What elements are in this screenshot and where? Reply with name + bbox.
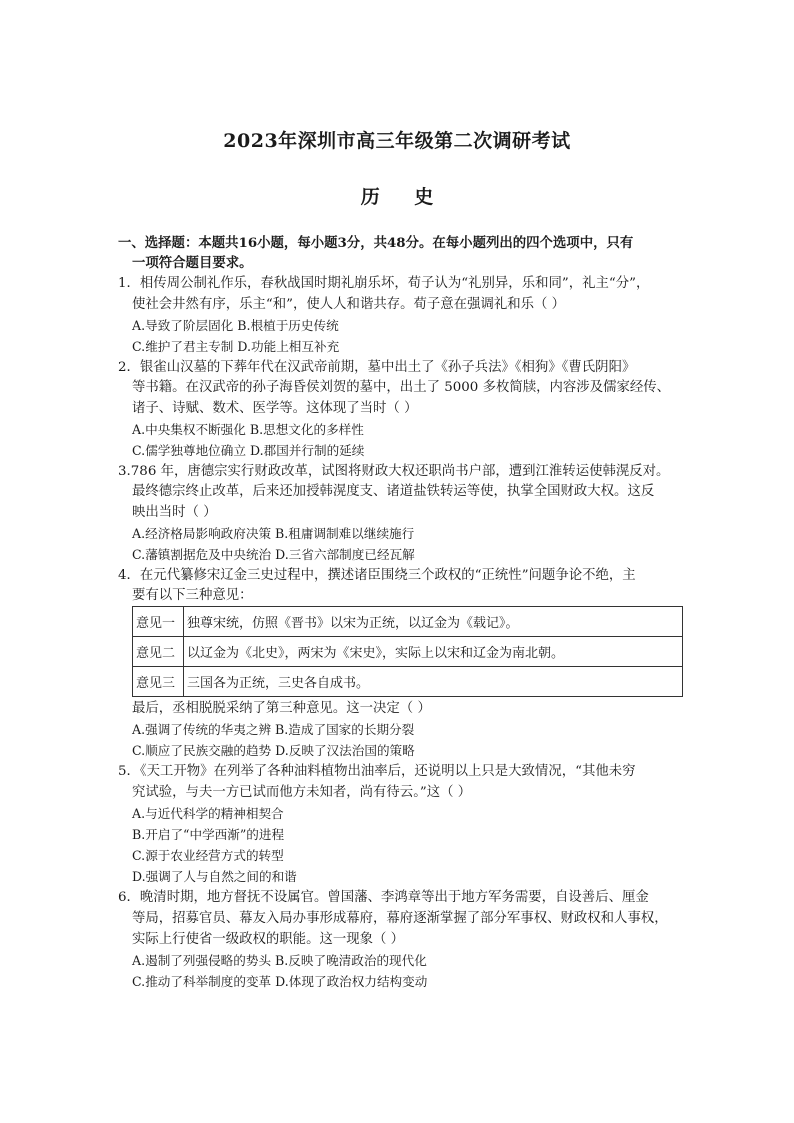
question-3-options: A.经济格局影响政府决策 B.租庸调制难以继续施行	[132, 526, 415, 541]
opinion-value: 以辽金为《北史》，两宋为《宋史》，实际上以宋和辽金为南北朝。	[184, 637, 683, 667]
question-5-options: B.开启了“中学西渐”的进程	[132, 827, 285, 842]
question-5-options: A.与近代科学的精神相契合	[132, 806, 284, 821]
question-3-text: 3.786 年，唐德宗实行财政改革，试图将财政大权还职尚书户部，遭到江淮转运使韩滉反对。	[118, 464, 670, 479]
question-3-text: 映出当时（ ）	[132, 505, 217, 520]
question-5-text: 究试验，与夫一方已试而他方未知者，尚有待云。”这（ ）	[132, 785, 472, 800]
question-5-options: C.源于农业经营方式的转型	[132, 848, 284, 863]
opinion-value: 三国各为正统，三史各自成书。	[184, 667, 683, 697]
opinion-key: 意见三	[133, 667, 184, 697]
opinion-value: 独尊宋统，仿照《晋书》以宋为正统，以辽金为《载记》。	[184, 607, 683, 637]
question-6-options: A.遏制了列强侵略的势头 B.反映了晚清政治的现代化	[132, 953, 427, 968]
exam-title: 2023年深圳市高三年级第二次调研考试	[223, 130, 571, 152]
subject-title: 历 史	[360, 186, 448, 208]
question-1-text: 使社会井然有序，乐主“和”，使人人和谐共存。荀子意在强调礼和乐（ ）	[132, 297, 566, 312]
question-6-text: 6．晚清时期，地方督抚不设属官。曾国藩、李鸿章等出于地方军务需要，自设善后、厘金	[118, 890, 649, 905]
question-3-options: C.藩镇割据危及中央统治 D.三省六部制度已经瓦解	[132, 547, 415, 562]
table-row	[133, 637, 683, 667]
question-6-text: 实际上行使省一级政权的职能。这一现象（ ）	[132, 932, 405, 947]
question-3-text: 最终德宗终止改革，后来还加授韩滉度支、诸道盐铁转运等使，执掌全国财政大权。这反	[132, 484, 655, 499]
question-2-options: A.中央集权不断强化 B.思想文化的多样性	[132, 422, 364, 437]
question-4-text: 最后，丞相脱脱采纳了第三种意见。这一决定（ ）	[132, 701, 431, 716]
question-4-options: C.顺应了民族交融的趋势 D.反映了汉法治国的策略	[132, 743, 415, 758]
opinions-table	[132, 606, 683, 697]
question-1-options: C.维护了君主专制 D.功能上相互补充	[132, 339, 340, 354]
question-2-options: C.儒学独尊地位确立 D.郡国并行制的延续	[132, 443, 365, 458]
question-2-text: 2．银雀山汉墓的下葬年代在汉武帝前期，墓中出土了《孙子兵法》《相狗》《曹氏阴阳》	[118, 360, 636, 375]
opinion-key: 意见一	[133, 607, 184, 637]
section-heading: 一、选择题：本题共16小题，每小题3分，共48分。在每小题列出的四个选项中，只有	[118, 235, 634, 251]
question-4-text: 要有以下三种意见：	[132, 588, 253, 603]
question-4-options: A.强调了传统的华夷之辨 B.造成了国家的长期分裂	[132, 722, 415, 737]
question-1-text: 1．相传周公制礼作乐，春秋战国时期礼崩乐坏，荀子认为“礼别异，乐和同”，礼主“分”，	[118, 276, 650, 291]
question-2-text: 等书籍。在汉武帝的孙子海昏侯刘贺的墓中，出土了 5000 多枚简牍，内容涉及儒家经传、	[132, 380, 671, 395]
question-4-text: 4．在元代纂修宋辽金三史过程中，撰述诸臣围绕三个政权的“正统性”问题争论不绝，主	[118, 568, 636, 583]
question-6-options: C.推动了科举制度的变革 D.体现了政治权力结构变动	[132, 974, 428, 989]
opinion-key: 意见二	[133, 637, 184, 667]
question-5-text: 5．《天工开物》在列举了各种油料植物出油率后，还说明以上只是大致情况，“其他未穷	[118, 764, 636, 779]
question-2-text: 诸子、诗赋、数术、医学等。这体现了当时（ ）	[132, 401, 418, 416]
question-5-options: D.强调了人与自然之间的和谐	[132, 869, 297, 884]
section-heading-cont: 一项符合题目要求。	[132, 255, 253, 271]
question-6-text: 等局，招募官员、幕友入局办事形成幕府，幕府逐渐掌握了部分军事权、财政权和人事权，	[132, 911, 668, 926]
table-row	[133, 667, 683, 697]
table-row	[133, 607, 683, 637]
question-1-options: A.导致了阶层固化 B.根植于历史传统	[132, 318, 339, 333]
